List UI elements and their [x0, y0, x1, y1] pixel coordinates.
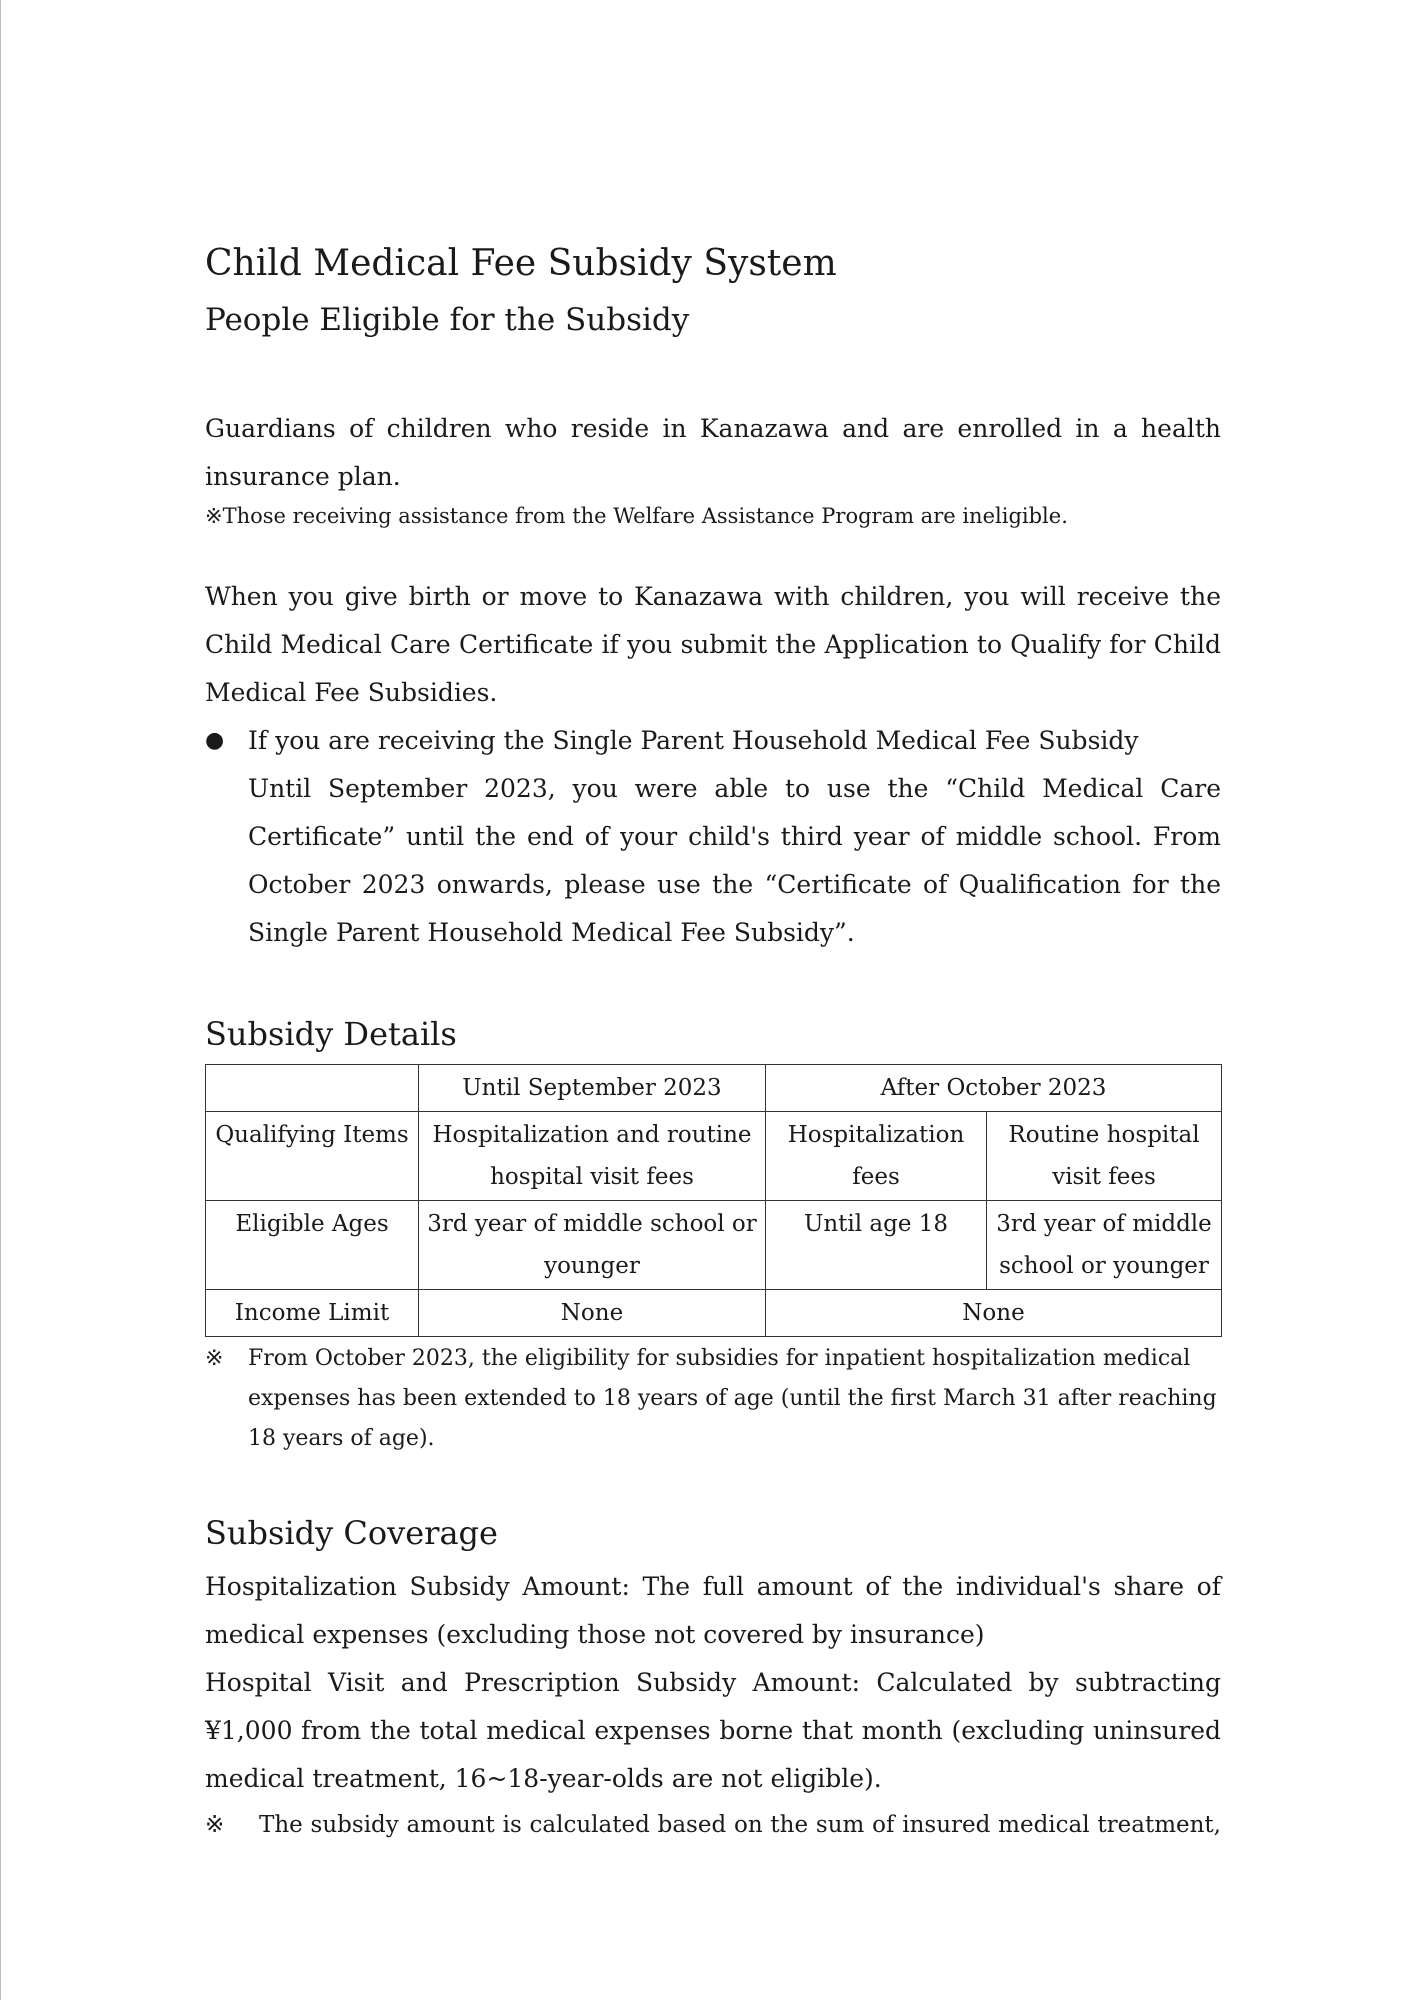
table-footnote-text: From October 2023, the eligibility for subsidies for inpatient hospitalization medical expenses has been extended to 18 years of age (until the first March 31 after reaching 18 years of age). — [248, 1346, 1217, 1451]
cell-qualifying-after-hospitalization: Hospitalization fees — [766, 1112, 987, 1201]
document-content — [205, 240, 1221, 1847]
hospitalization-amount-text: Hospitalization Subsidy Amount: The full amount of the individual's share of medical expenses (excluding those not covered by insurance) — [205, 1572, 1221, 1649]
row-label-eligible-ages: Eligible Ages — [206, 1201, 419, 1290]
welfare-note: ※Those receiving assistance from the Welfare Assistance Program are ineligible. — [205, 504, 1068, 528]
table-footnote — [205, 1339, 1221, 1459]
coverage-footnote — [205, 1803, 1221, 1847]
eligibility-heading: People Eligible for the Subsidy — [205, 302, 690, 338]
table-header-row — [206, 1065, 1222, 1112]
page-title: Child Medical Fee Subsidy System — [205, 243, 837, 284]
row-label-qualifying-items: Qualifying Items — [206, 1112, 419, 1201]
bullet-lead: If you are receiving the Single Parent Household Medical Fee Subsidy — [248, 726, 1139, 755]
certificate-text: When you give birth or move to Kanazawa with children, you will receive the Child Medical Care Certificate if you submit the Application to Qualify for Child Medical Fee Subsidies. — [205, 582, 1221, 707]
page-edge — [0, 0, 1, 2000]
table-row — [206, 1112, 1222, 1201]
reference-mark-icon: ※ — [205, 1346, 224, 1371]
cell-income-after: None — [766, 1290, 1222, 1337]
eligibility-intro: Guardians of children who reside in Kanazawa and are enrolled in a health insurance plan. — [205, 414, 1221, 491]
cell-ages-until: 3rd year of middle school or younger — [419, 1201, 766, 1290]
table-row — [206, 1290, 1222, 1337]
visit-amount-text: Hospital Visit and Prescription Subsidy Amount: Calculated by subtracting ¥1,000 from the total medical expenses borne that month (excluding uninsured medical treatment, 16~18-year-olds are not eligible). — [205, 1668, 1221, 1793]
cell-qualifying-until: Hospitalization and routine hospital visit fees — [419, 1112, 766, 1201]
subsidy-details-heading: Subsidy Details — [205, 1015, 457, 1053]
reference-mark-icon: ※ — [205, 1812, 225, 1838]
table-corner-cell — [206, 1065, 419, 1112]
header-after-oct-2023: After October 2023 — [766, 1065, 1222, 1112]
cell-ages-after-routine: 3rd year of middle school or younger — [987, 1201, 1222, 1290]
cell-qualifying-after-routine: Routine hospital visit fees — [987, 1112, 1222, 1201]
bullet-dot-icon: ● — [205, 728, 225, 753]
cell-income-until: None — [419, 1290, 766, 1337]
header-until-sep-2023: Until September 2023 — [419, 1065, 766, 1112]
row-label-income-limit: Income Limit — [206, 1290, 419, 1337]
cell-ages-after-hospitalization: Until age 18 — [766, 1201, 987, 1290]
bullet-body-text: Until September 2023, you were able to use the “Child Medical Care Certificate” until the end of your child's third year of middle school. From October 2023 onwards, please use the “Certificate of Qualification for the Single Parent Household Medical Fee Subsidy”. — [248, 774, 1221, 947]
table-row — [206, 1201, 1222, 1290]
subsidy-details-table — [205, 1064, 1222, 1337]
subsidy-coverage-heading: Subsidy Coverage — [205, 1514, 498, 1552]
coverage-footnote-text: The subsidy amount is calculated based on the sum of insured medical treatment, — [259, 1812, 1221, 1838]
single-parent-bullet — [205, 717, 1221, 957]
bullet-content — [248, 717, 1221, 957]
